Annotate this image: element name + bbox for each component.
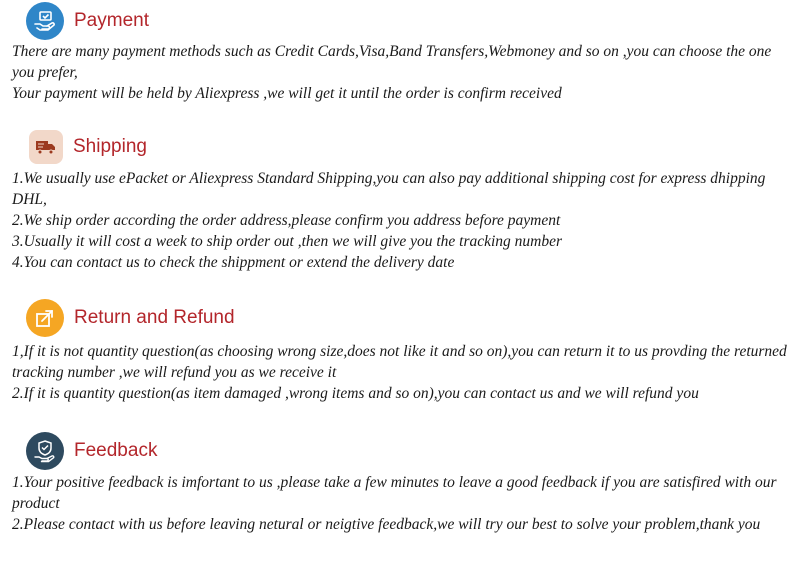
feedback-title: Feedback xyxy=(74,440,158,461)
shipping-line: 4.You can contact us to check the shippment or extend the delivery date xyxy=(12,254,455,271)
feedback-text xyxy=(12,472,792,535)
shipping-line: 2.We ship order according the order address,please confirm you address before payment xyxy=(12,212,561,229)
shipping-line: 3.Usually it will cost a week to ship order out ,then we will give you the tracking number xyxy=(12,233,563,250)
feedback-header xyxy=(26,431,157,471)
shipping-title: Shipping xyxy=(73,136,147,157)
payment-line: There are many payment methods such as Credit Cards,Visa,Band Transfers,Webmoney and so on ,you can choose the one you prefer, xyxy=(12,43,772,81)
shipping-header xyxy=(26,127,147,167)
refund-text xyxy=(12,341,792,404)
refund-header xyxy=(26,298,235,338)
refund-line: 2.If it is quantity question(as item damaged ,wrong items and so on),you can contact us and we will refund you xyxy=(12,385,699,402)
shipping-text xyxy=(12,168,792,273)
payment-title: Payment xyxy=(74,10,149,31)
refund-line: 1,If it is not quantity question(as choosing wrong size,does not like it and so on),you can return it to us provding the returned tracking number ,we will refund you as we receive it xyxy=(12,343,787,381)
delivery-truck-icon xyxy=(29,130,63,164)
payment-hand-icon xyxy=(26,2,64,40)
feedback-line: 2.Please contact with us before leaving netural or neigtive feedback,we will try our best to solve your problem,thank you xyxy=(12,516,761,533)
return-arrow-icon xyxy=(26,299,64,337)
shipping-line: 1.We usually use ePacket or Aliexpress Standard Shipping,you can also pay additional shipping cost for express dhipping DHL, xyxy=(12,170,766,208)
payment-header xyxy=(26,1,149,41)
payment-text xyxy=(12,41,792,104)
payment-line: Your payment will be held by Aliexpress ,we will get it until the order is confirm received xyxy=(12,85,562,102)
feedback-line: 1.Your positive feedback is imfortant to us ,please take a few minutes to leave a good feedback if you are satisfired with our product xyxy=(12,474,777,512)
refund-title: Return and Refund xyxy=(74,307,235,328)
feedback-hand-icon xyxy=(26,432,64,470)
